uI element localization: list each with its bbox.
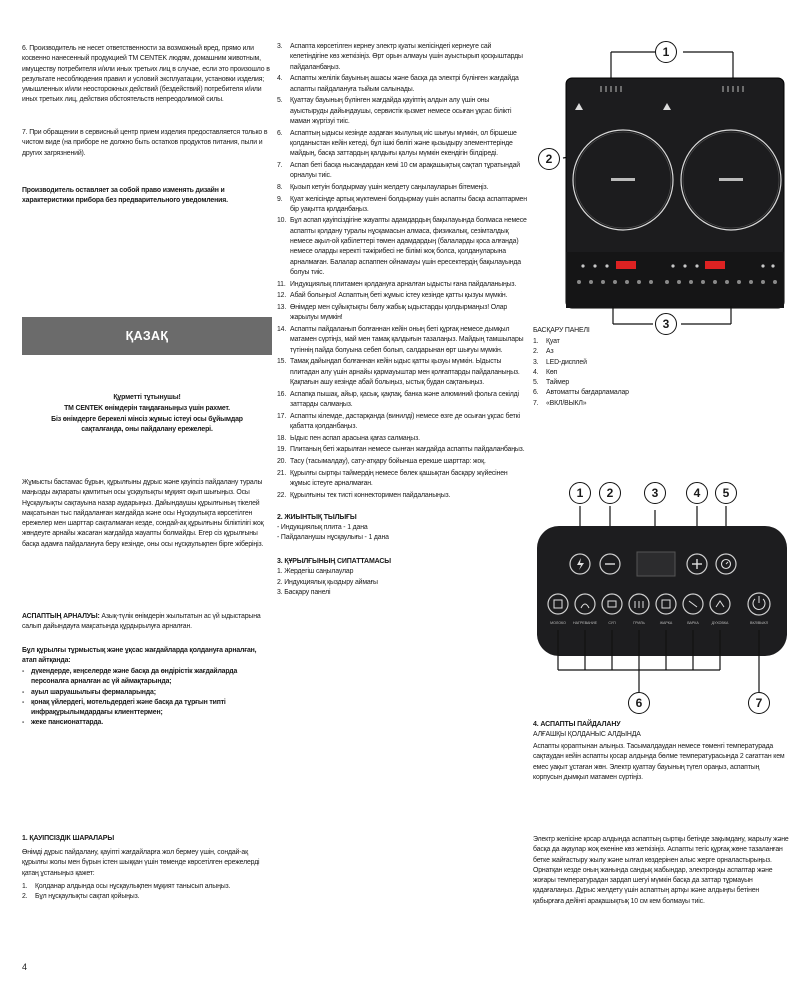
list-item: 5. Таймер [533,379,570,387]
usage-paragraph-1: Аспапты қораптынан алыңыз. Тасымалдаудан немесе төменгі температурада сақтаудан кейін аспапты қосар алдында бөлме температурасында 2 сағаттан кем емес уақыт ұстаған жөн. Электр қуаттау бауының түгел ораңыз, аспаптың корпусын дымқыл матамен сүртіңіз. [533,743,785,781]
list-item: 8. Қызып кетуін болдырмау үшін желдету саңылауларын бітемеңіз. [277,183,489,191]
safety-list-start [22,882,272,903]
language-band-kazakh: ҚАЗАҚ [22,317,272,355]
control-panel-body [537,526,787,656]
list-item: - қонақ үйлердегі, мотельдердегі және басқа да тұрғын типті инфрақұрылымдардағы клиенттермен; [22,698,226,717]
list-item: 1. Қуат [533,338,560,345]
callout-plus: 4 [686,482,708,504]
program-label: ЖАРКА [659,621,673,625]
panel-title: БАСҚАРУ ПАНЕЛІ [533,327,590,334]
list-item: 19. Плитаның беті жарылған немесе сынған жағдайда аспапты пайдаланбаңыз. [277,446,525,454]
list-item: 4. Аспапты желілік бауының ашасы және басқа да электрі бүлінген жағдайда аспапты пайдалануға тыйым салынады. [277,75,519,93]
callout-zone: 2 [538,148,560,170]
page-number: 4 [22,962,28,972]
ru-warranty-p6: 6. Производитель не несет ответственности за возможный вред, прямо или косвенно нанесенный продукцией ТМ CENTEK людям, домашним животным, имуществу потребителя и/или иных третьих лиц в случае, если это произошло в результате несоблюдения правил и условий эксплуатации, установки изделия; умышленных и/или неосторожных действий (бездействий) потребителя и/или иных третьих лиц, действия обстоятельств непреодолимой силы. [22,45,270,104]
program-label: ГРИЛЬ [633,621,645,625]
contents-heading: 2. ЖИЫНТЫҚ ТЫЛЫҒЫ [277,513,357,521]
list-item: 18. Ыдыс пен аспап арасына қағаз салмаңыз. [277,434,420,442]
program-label: ВКЛ/ВЫКЛ [750,621,768,625]
control-panel-illustration [533,480,789,720]
list-item: - ауыл шаруашылығы фермаларында; [22,688,156,696]
ru-warranty-p7: 7. При обращении в сервисный центр прием изделия предоставляется только в чистом виде (на приборе не должно быть остатков продуктов питания, пыли и других загрязнений). [22,129,268,157]
list-item: 22. Құрылғыны тек тисті коннекторимен пайдаланыңыз. [277,491,451,499]
callout-programs: 6 [628,692,650,714]
list-item: 15. Тамақ дайындап болғаннан кейін ыдыс қатты қызуы мүмкін. Ыдысты плитадан алу үшін арнайы қармауыштар мен қолғаптарды пайдаланыңыз. Қақпағын ашу кезінде абай болыңыз, ыстық будан сақтаныңыз. [277,358,520,386]
program-label: СУП [608,621,616,625]
purpose-paragraph [22,612,272,633]
panel-items-list [533,337,733,409]
safety-heading: 1. ҚАУІПСІЗДІК ШАРАЛАРЫ [22,835,115,842]
column-middle [277,42,527,598]
purpose-label: АСПАПТЫҢ АРНАЛУЫ: [22,613,100,620]
callout-control-panel: 3 [655,313,677,335]
usage-heading: 4. АСПАПТЫ ПАЙДАЛАНУ [533,721,621,728]
list-item: 4. Көп [533,368,558,376]
led-display [637,552,675,576]
list-item: 9. Қуат желісінде артық жүктемені болдырмау үшін аспапты басқа аспаптармен бір уақытта қолданбаңыз. [277,195,527,213]
callout-power: 1 [569,482,591,504]
callout-timer: 5 [715,482,737,504]
list-item: 12. Абай болыңыз! Аспаптың беті жұмыс істеу кезінде қатты қызуы мүмкін. [277,292,508,300]
list-item: 2. Аз [533,348,554,356]
list-item: - жеке пансионаттарда. [22,719,103,727]
list-item: - дүкендерде, кеңселерде және басқа да өндірістік жағдайларда персоналға арналған ас үй аймақтарында; [22,668,238,686]
list-item: 20. Тасу (тасымалдау), сату-атқару бойынша ерекше шарттар: жоқ. [277,457,486,465]
greeting-line-2: ТМ CENTEK өнімдерін таңдағаныңыз үшін рахмет. [64,405,230,412]
list-item: 7. Аспап беті басқа нысандардан кемі 10 см арақашықтық сақтап тұратындай орналуы тиіс. [277,161,520,180]
program-label: ДУХОВКА [711,621,729,625]
contents-line-1: - Индукциялық плита - 1 дана [277,523,368,531]
usage-subheading: АЛҒАШҚЫ ҚОЛДАНЫС АЛДЫНДА [533,731,641,738]
description-line-3: 3. Басқару панелі [277,589,331,597]
list-item: 3. LED-дисплей [533,358,587,366]
list-item: 13. Өнімдер мен сұйықтықты бөлу жабық ыдыстарды қолдырмаңыз! Олар жарылуы мүмкін! [277,304,508,322]
safety-intro: Өнімді дұрыс пайдалану, қауіпті жағдайларға жол бермеу үшін, сондай-ақ құрылғы жолы мен бүрын істен шыққан үшін төменде көрсетілген ережелерді қатаң ұстаныңыз қажет: [22,849,260,877]
list-item: 11. Индукциялық плитамен қолдануға арналған ыдысты ғана пайдаланыңыз. [277,280,517,288]
list-item: 1. Қолданар алдында осы нұсқаулықпен мұқият танысып алыңыз. [22,883,231,890]
callout-on-off: 7 [748,692,770,714]
cooktop-illustration [533,20,789,340]
intro-paragraph: Жұмысты бастамас бұрын, құрылғыны дұрыс және қауіпсіз пайдалану туралы маңызды ақпараты қамтитын осы ұсқаулықты мұқият оқып шығыңыз. Осы Нұсқаулықты сақтауына назар аударыңыз. Дайындаушы құрылғының тікелей мақсатынан тыс пайдаланған жағдайда және осы Нұсқаулықта көрсетілген ережелер мен шарттар сақталмаған кезде, сондай-ақ құрылғыны біліктілігі жоқ жөндеуге арнайы жасаған жағдайда жауапты болмайды. Егер сіз құрылғыны басқа адамға пайдалануға беру кезінде, оны осы нұсқаулықпен бірге жіберіңіз. [22,479,264,548]
list-item: 10. Бұл аспап қауіпсіздігіне жауапты адамдардың бақылауында болмаса немесе аспапты қолдану туралы нұсқамасын алмаса, физикалық, сезімталдық немесе ақыл-ой қабілеттері төмен адамдардың (балаларды қоса алғанда) немесе оларды керекті тәжірибесі не білімі жоқ болса, қолдануларына арналмаған. Балалар аспаппен ойнамауы үшін ересектердің бақылауында болуы тиіс. [277,217,527,276]
contents-line-2: - Пайдаланушы нұсқаулығы - 1 дана [277,534,389,542]
list-item: 16. Аспапқа пышақ, айыр, қасық, қақпақ, банка және алюминий фольга секілді заттарды салмаңыз. [277,390,519,408]
program-label: НАГРЕВАНИЕ [573,621,597,625]
program-label: МОЛОКО [550,621,566,625]
list-item: 3. Аспапта көрсетілген кернеу электр қуаты желісіндегі кернеуге сай келетіндігіне көз жеткізіңіз. Өрт орын алмауы үшін ауыстырып қосқыштарды пайдаланбаңыз. [277,43,523,71]
description-line-1: 1. Жердегіш саңылаулар [277,568,354,576]
ru-reserve-note: Производитель оставляет за собой право изменять дизайн и характеристики прибора без предварительного уведомления. [22,187,228,205]
list-item: 14. Аспапты пайдаланып болғаннан кейін оның беті құрғақ немесе дымқыл матамен сүртіңіз, май мен тамақ қалдығын тазалаңыз. Майдың тамшылары түтіннің пайда болуына себеп болып, салдарынан өрт шығуы мүмкін. [277,326,524,354]
program-label: ВАРКА [687,621,699,625]
usage-paragraph-2: Электр желісіне қосар алдында аспаптың сыртқы бетінде зақымдану, жарылу және басқа да ақаулар жоқ екеніне көз жеткізіңіз. Аспапты тегіс құрғақ жөне тазаланған бетке жайғастыру жылу және ылғал көздерінен алыс жерге орналастырыңыз. Орнатқан кезде оның жанында сандық жабындар, электронды аспаптар және жоғары температурадан зардап шегуі мүмкін басқа да заттар тұрмауын қадағалаңыз. Дұрыс желдету үшін аспаптың артқы және алдыңғы бетінен қабырғаға дейінгі арақашықтық 10 см кем болмауы тиіс. [533,836,789,905]
list-item: 7. «ВКЛ/ВЫКЛ» [533,399,587,407]
callout-display: 3 [644,482,666,504]
callout-minus: 2 [599,482,621,504]
safety-list-continued [277,42,527,501]
list-item: 2. Бұл нұсқаулықты сақтап қойыңыз. [22,893,140,901]
purpose-text: Азық-түлік өнімдерін жылытатын ас үй ыдыстарына салып дайындауға мақсатында құрдырылуға арналған. [22,613,261,631]
intended-use-list [22,667,272,729]
list-item: 6. Аспаптың ыдысы кезінде аздаған жылулық иіс шығуы мүмкін, ол біршеше қолданыстан кейін кетеді, бұл ішкі бөлігі және қызыдыру элементтерінде майдың, басқа заттардың қалдығы қалуы мүмкін екендігін білдіреді. [277,129,517,158]
description-heading: 3. ҚҰРЫЛҒЫНЫҢ СИПАТТАМАСЫ [277,558,391,566]
description-line-2: 2. Индукциялық қыздыру аймағы [277,578,378,586]
greeting-line-3: Біз өнімдерге берекелі мінсіз жұмыс істеуі осы бұйымдар сақталғанда, оны пайдалану ережелері. [51,416,243,434]
list-item: 5. Қуаттау бауының бүлінген жағдайда қауіптің алдын алу үшін оны ауыстыруды дайындаушы, сервистік қызмет немесе осыған ұқсас білікті маман жүргізуі тиіс. [277,97,512,125]
list-item: 17. Аспапты кілемде, дастарқанда (винилді) немесе өзге де осыған ұқсас беткі қабатта қолданбаңыз. [277,412,520,430]
list-item: 21. Құрылғы сыртқы таймердің немесе бөлек қашықтан басқару жүйесінен жұмыс істеуге арналмаған. [277,469,508,487]
intended-use-heading: Бұл құрылғы тұрмыстық және ұқсас жағдайларда қолдануға арналған, атап айтқанда: [22,647,257,665]
list-item: 6. Автоматты бағдарламалар [533,389,629,397]
greeting-line-1: Құрметті тұтынушы! [113,394,181,401]
callout-vents: 1 [655,41,677,63]
